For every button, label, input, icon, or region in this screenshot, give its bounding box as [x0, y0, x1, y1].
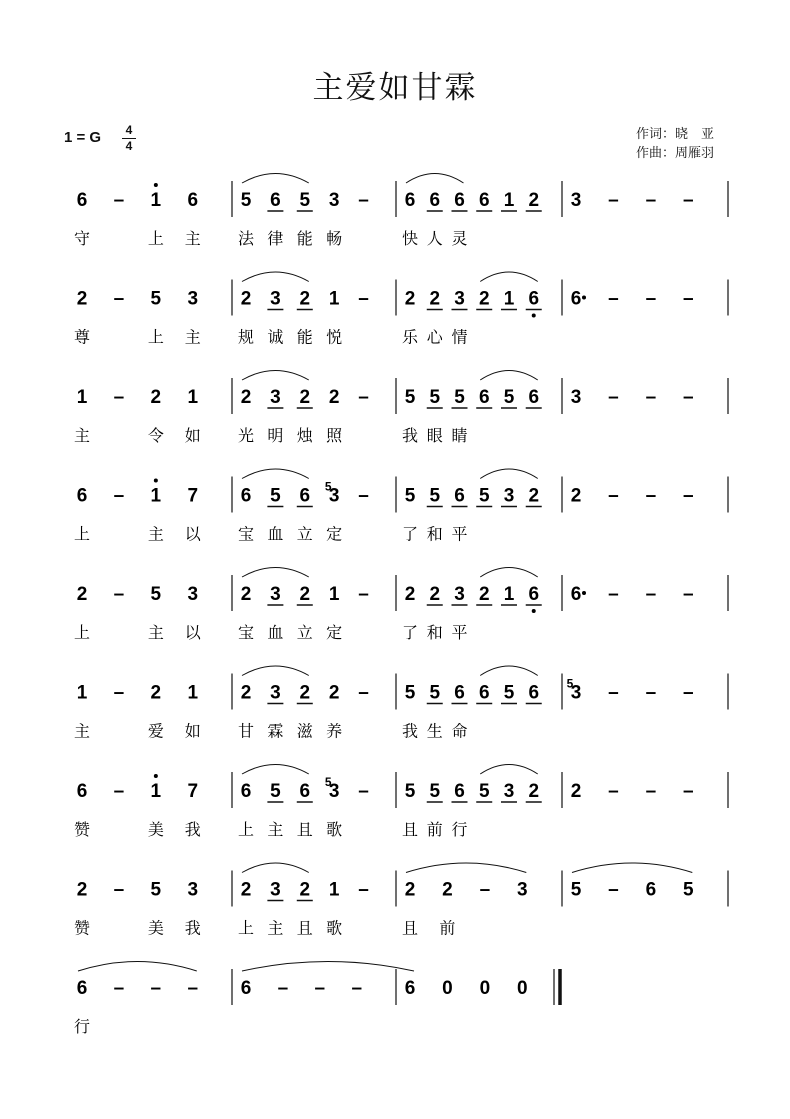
dash: –	[113, 978, 125, 999]
note: 2	[150, 682, 162, 704]
note: 2	[299, 288, 311, 310]
lyric-syllable: 了	[401, 524, 419, 544]
lyric-syllable: 主	[73, 426, 91, 445]
lyric-syllable: 前	[439, 918, 456, 938]
lyric-syllable: 生	[426, 721, 443, 741]
note: 6	[76, 485, 88, 507]
note: 5	[429, 485, 441, 507]
note: 5	[429, 682, 441, 704]
lyric-syllable: 赞	[73, 918, 91, 938]
lyric-syllable: 宝	[237, 524, 255, 544]
note: 1	[503, 584, 515, 605]
lyric-syllable: 法	[237, 229, 255, 248]
note: 6	[76, 781, 88, 802]
note: 5	[429, 781, 441, 802]
dash: –	[683, 190, 694, 211]
note: 6	[478, 682, 490, 704]
lyric-syllable: 和	[426, 524, 443, 544]
lyric-syllable: 尊	[73, 327, 91, 347]
note: 3	[454, 288, 465, 310]
dash: –	[358, 584, 369, 605]
lyric-syllable: 快	[401, 229, 419, 248]
note: 3	[570, 387, 582, 408]
lyric-syllable: 主	[73, 721, 91, 741]
note: 2	[328, 387, 340, 408]
dash: –	[608, 781, 619, 802]
lyric-syllable: 情	[451, 327, 468, 347]
note: 6	[187, 190, 199, 211]
lyric-syllable: 睛	[451, 426, 468, 445]
note: 3	[328, 781, 340, 802]
dash: –	[683, 288, 694, 310]
dash: –	[113, 584, 125, 605]
lyric-syllable: 光	[237, 426, 255, 445]
slur	[480, 371, 537, 381]
note: 6	[478, 387, 490, 408]
lyric-syllable: 以	[184, 623, 201, 642]
slur	[78, 962, 197, 972]
lyric-syllable: 乐	[401, 327, 419, 347]
note: 6	[454, 190, 465, 211]
dash: –	[645, 682, 657, 704]
note: 2	[429, 584, 441, 605]
dash: –	[683, 781, 694, 802]
note: 5	[150, 288, 162, 310]
lyric-syllable: 我	[184, 820, 201, 839]
note: 2	[429, 288, 441, 310]
note: 1	[503, 288, 515, 310]
note: 2	[570, 485, 582, 507]
note: 2	[328, 682, 340, 704]
octave-dot-low	[532, 314, 536, 318]
note: 5	[404, 387, 416, 408]
note: 2	[404, 288, 416, 310]
note: 2	[528, 485, 540, 507]
note: 2	[240, 682, 252, 704]
note: 6	[429, 190, 441, 211]
lyric-syllable: 主	[147, 524, 164, 544]
augmentation-dot	[582, 296, 586, 300]
octave-dot-high	[154, 479, 158, 483]
lyric-syllable: 规	[237, 327, 255, 347]
lyric-syllable: 主	[147, 623, 164, 642]
note: 2	[299, 387, 311, 408]
lyric-syllable: 行	[73, 1017, 91, 1036]
note: 6	[404, 978, 416, 999]
note: 2	[404, 879, 416, 901]
note: 6	[645, 879, 657, 901]
lyric-syllable: 如	[184, 721, 201, 741]
dash: –	[479, 879, 491, 901]
note: 2	[299, 682, 311, 704]
note: 6	[570, 584, 582, 605]
lyric-syllable: 主	[267, 820, 284, 839]
dash: –	[645, 190, 657, 211]
lyric-syllable: 心	[426, 327, 443, 347]
note: 1	[150, 485, 162, 507]
note: 2	[240, 584, 252, 605]
slur	[406, 174, 463, 184]
note: 3	[570, 190, 582, 211]
note: 2	[528, 781, 540, 802]
lyric-syllable: 霖	[267, 721, 284, 741]
note: 6	[404, 190, 416, 211]
dash: –	[358, 682, 369, 704]
dash: –	[113, 682, 125, 704]
note: 3	[503, 781, 515, 802]
note: 2	[478, 288, 490, 310]
note: 3	[270, 682, 281, 704]
dash: –	[608, 190, 619, 211]
lyric-syllable: 行	[451, 820, 468, 839]
slur	[480, 568, 537, 578]
lyric-syllable: 平	[451, 524, 468, 544]
dash: –	[113, 879, 125, 901]
grace-note: 5	[566, 676, 574, 691]
note: 5	[478, 781, 490, 802]
note: 1	[150, 781, 162, 802]
slur	[480, 272, 537, 282]
lyric-syllable: 赞	[73, 820, 91, 839]
lyric-syllable: 我	[401, 426, 419, 445]
lyric-syllable: 主	[184, 327, 201, 347]
note: 2	[240, 387, 252, 408]
grace-note: 5	[324, 775, 332, 789]
note: 2	[299, 879, 311, 901]
lyric-syllable: 如	[184, 426, 201, 445]
note: 5	[454, 387, 465, 408]
lyric-syllable: 守	[73, 229, 91, 248]
note: 5	[150, 584, 162, 605]
note: 3	[187, 879, 199, 901]
note: 5	[404, 682, 416, 704]
lyric-syllable: 明	[267, 426, 284, 445]
lyric-syllable: 能	[296, 229, 313, 248]
dash: –	[645, 781, 657, 802]
note: 3	[270, 387, 281, 408]
lyric-syllable: 养	[326, 721, 343, 741]
note: 3	[187, 584, 199, 605]
note: 1	[328, 288, 340, 310]
composer-credit: 作曲：周雁羽	[636, 146, 715, 161]
note: 5	[150, 879, 162, 901]
dash: –	[645, 584, 657, 605]
slur	[242, 666, 309, 676]
note: 0	[517, 978, 528, 999]
dash: –	[683, 682, 694, 704]
lyric-syllable: 灵	[451, 229, 468, 248]
note: 1	[328, 879, 340, 901]
note: 2	[76, 879, 88, 901]
note: 6	[299, 781, 311, 802]
dash: –	[113, 288, 125, 310]
note: 3	[570, 682, 582, 704]
note: 5	[503, 682, 515, 704]
lyric-syllable: 血	[267, 623, 284, 642]
slur	[242, 371, 309, 381]
lyric-syllable: 立	[296, 524, 313, 544]
lyric-syllable: 美	[147, 820, 164, 839]
lyric-syllable: 律	[267, 229, 284, 248]
lyric-syllable: 立	[296, 623, 313, 642]
note: 2	[442, 879, 453, 901]
note: 2	[570, 781, 582, 802]
lyric-syllable: 宝	[237, 623, 255, 642]
note: 6	[454, 682, 465, 704]
lyric-syllable: 定	[326, 623, 343, 642]
lyric-syllable: 上	[147, 229, 164, 248]
lyric-syllable: 了	[401, 623, 419, 642]
grace-note: 5	[324, 479, 332, 494]
note: 1	[187, 387, 199, 408]
dash: –	[358, 190, 369, 211]
slur	[242, 863, 309, 873]
lyric-syllable: 人	[426, 229, 443, 248]
lyric-syllable: 主	[184, 229, 201, 248]
note: 2	[150, 387, 162, 408]
dash: –	[113, 190, 125, 211]
note: 1	[150, 190, 162, 211]
note: 2	[299, 584, 311, 605]
lyric-syllable: 歌	[326, 918, 343, 938]
note: 2	[240, 879, 252, 901]
lyric-syllable: 令	[147, 426, 164, 445]
slur	[480, 765, 537, 775]
lyric-syllable: 烛	[296, 426, 313, 445]
dash: –	[608, 682, 619, 704]
octave-dot-low	[532, 609, 536, 613]
note: 1	[76, 682, 88, 704]
dash: –	[314, 978, 326, 999]
lyricist-credit: 作词：晓 亚	[636, 127, 715, 142]
note: 6	[299, 485, 311, 507]
note: 3	[517, 879, 528, 901]
note: 1	[503, 190, 515, 211]
lyric-syllable: 滋	[296, 721, 313, 741]
dash: –	[113, 387, 125, 408]
note: 6	[454, 485, 465, 507]
note: 6	[528, 682, 540, 704]
dash: –	[645, 288, 657, 310]
lyric-syllable: 上	[147, 327, 164, 347]
slur	[242, 174, 309, 184]
note: 7	[187, 781, 199, 802]
lyric-syllable: 悦	[326, 327, 343, 347]
note: 5	[503, 387, 515, 408]
note: 6	[76, 190, 88, 211]
lyric-syllable: 甘	[237, 721, 255, 741]
lyric-syllable: 上	[73, 623, 91, 642]
note: 5	[240, 190, 252, 211]
lyric-syllable: 平	[451, 623, 468, 642]
slur	[480, 666, 537, 676]
lyric-syllable: 前	[426, 820, 443, 839]
dash: –	[608, 387, 619, 408]
key-signature: 1 = G	[64, 129, 102, 146]
dash: –	[683, 387, 694, 408]
lyric-syllable: 且	[296, 918, 313, 938]
slur	[242, 469, 309, 479]
lyric-syllable: 且	[401, 918, 419, 938]
lyric-syllable: 且	[401, 820, 419, 839]
song-title: 主爱如甘霖	[312, 70, 478, 106]
lyric-syllable: 血	[267, 524, 284, 544]
lyric-syllable: 上	[73, 524, 91, 544]
note: 2	[240, 288, 252, 310]
note: 3	[270, 879, 281, 901]
slur	[242, 568, 309, 578]
note: 5	[299, 190, 311, 211]
lyric-syllable: 命	[451, 721, 468, 741]
lyric-syllable: 以	[184, 524, 201, 544]
note: 1	[76, 387, 88, 408]
lyric-syllable: 主	[267, 918, 284, 938]
note: 6	[528, 387, 540, 408]
augmentation-dot	[582, 591, 586, 595]
lyric-syllable: 且	[296, 820, 313, 839]
slur	[480, 469, 537, 479]
note: 5	[683, 879, 694, 901]
lyric-syllable: 上	[237, 918, 255, 938]
lyric-syllable: 歌	[326, 820, 343, 839]
dash: –	[150, 978, 162, 999]
note: 3	[328, 190, 340, 211]
dash: –	[113, 485, 125, 507]
dash: –	[358, 879, 369, 901]
lyric-syllable: 定	[326, 524, 343, 544]
note: 6	[240, 978, 252, 999]
note: 3	[270, 288, 281, 310]
note: 5	[404, 781, 416, 802]
note: 6	[76, 978, 88, 999]
dash: –	[277, 978, 289, 999]
slur	[572, 863, 692, 873]
slur	[242, 765, 309, 775]
note: 3	[503, 485, 515, 507]
note: 5	[404, 485, 416, 507]
dash: –	[608, 288, 619, 310]
dash: –	[358, 485, 369, 507]
slur	[406, 863, 526, 873]
note: 6	[240, 485, 252, 507]
lyric-syllable: 我	[401, 721, 419, 741]
note: 7	[187, 485, 199, 507]
lyric-syllable: 眼	[426, 426, 443, 445]
dash: –	[358, 781, 369, 802]
note: 5	[429, 387, 441, 408]
note: 3	[454, 584, 465, 605]
note: 6	[454, 781, 465, 802]
note: 1	[187, 682, 199, 704]
dash: –	[187, 978, 199, 999]
lyric-syllable: 美	[147, 918, 164, 938]
note: 6	[528, 584, 540, 605]
dash: –	[608, 879, 619, 901]
note: 5	[570, 879, 582, 901]
note: 6	[478, 190, 490, 211]
dash: –	[608, 584, 619, 605]
lyric-syllable: 诚	[267, 327, 284, 347]
slur	[242, 272, 309, 282]
dash: –	[358, 288, 369, 310]
dash: –	[608, 485, 619, 507]
note: 2	[76, 584, 88, 605]
note: 5	[478, 485, 490, 507]
lyric-syllable: 能	[296, 327, 313, 347]
lyric-syllable: 爱	[147, 721, 164, 741]
note: 0	[442, 978, 453, 999]
dash: –	[683, 485, 694, 507]
time-signature-top: 4	[125, 123, 133, 137]
note: 6	[240, 781, 252, 802]
time-signature-bottom: 4	[125, 139, 133, 153]
octave-dot-high	[154, 183, 158, 187]
note: 5	[270, 781, 281, 802]
lyric-syllable: 和	[426, 623, 443, 642]
dash: –	[113, 781, 125, 802]
slur	[242, 962, 414, 972]
note: 2	[528, 190, 540, 211]
note: 3	[328, 485, 340, 507]
lyric-syllable: 我	[184, 918, 201, 938]
lyric-syllable: 上	[237, 820, 255, 839]
note: 0	[479, 978, 491, 999]
note: 3	[187, 288, 199, 310]
note: 1	[328, 584, 340, 605]
dash: –	[683, 584, 694, 605]
octave-dot-high	[154, 774, 158, 778]
note: 6	[270, 190, 281, 211]
dash: –	[645, 387, 657, 408]
dash: –	[645, 485, 657, 507]
note: 3	[270, 584, 281, 605]
note: 5	[270, 485, 281, 507]
note: 2	[76, 288, 88, 310]
dash: –	[358, 387, 369, 408]
note: 2	[404, 584, 416, 605]
dash: –	[351, 978, 363, 999]
note: 2	[478, 584, 490, 605]
note: 6	[570, 288, 582, 310]
lyric-syllable: 畅	[326, 229, 343, 248]
lyric-syllable: 照	[326, 426, 343, 445]
note: 6	[528, 288, 540, 310]
